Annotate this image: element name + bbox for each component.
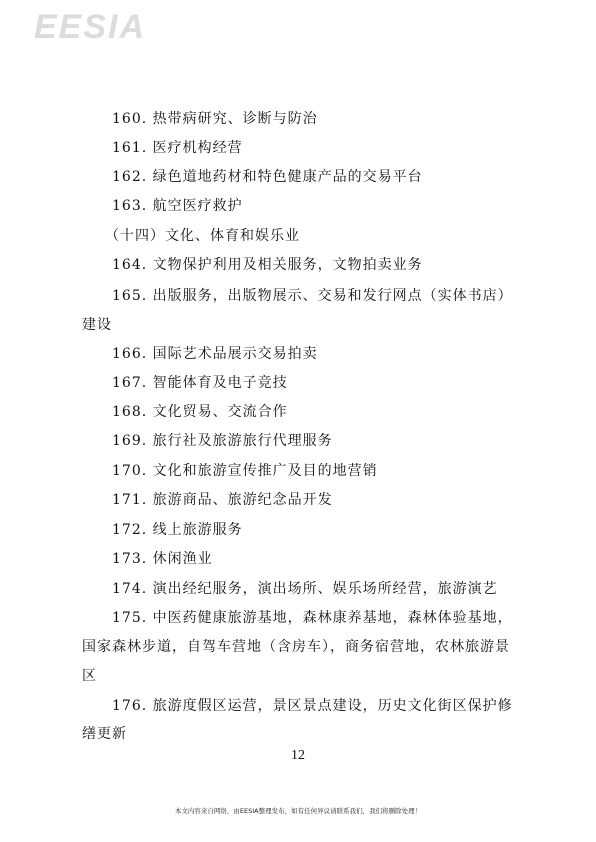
footer-notice: 本文内容来自网络，由EESIA整理发布，如有任何异议请联系我们，我们将删除处理！ bbox=[174, 807, 422, 815]
list-item-continuation: 区 bbox=[82, 668, 97, 684]
list-item: 163. 航空医疗救护 bbox=[112, 198, 243, 214]
list-item: 172. 线上旅游服务 bbox=[112, 522, 243, 538]
list-item: 162. 绿色道地药材和特色健康产品的交易平台 bbox=[112, 169, 423, 185]
list-item: 170. 文化和旅游宣传推广及目的地营销 bbox=[112, 463, 378, 479]
list-item: 173. 休闲渔业 bbox=[112, 551, 213, 567]
list-item: 171. 旅游商品、旅游纪念品开发 bbox=[112, 492, 333, 508]
list-item: 167. 智能体育及电子竞技 bbox=[112, 375, 288, 391]
list-item: 166. 国际艺术品展示交易拍卖 bbox=[112, 346, 318, 362]
list-item: 175. 中医药健康旅游基地，森林康养基地，森林体验基地， bbox=[112, 610, 513, 626]
list-item: 176. 旅游度假区运营，景区景点建设，历史文化街区保护修 bbox=[112, 698, 513, 714]
list-item-continuation: 缮更新 bbox=[82, 726, 127, 742]
list-item: 169. 旅行社及旅游旅行代理服务 bbox=[112, 433, 333, 449]
list-item-continuation: 国家森林步道，自驾车营地（含房车），商务宿营地，农林旅游景 bbox=[82, 639, 510, 655]
page-number: 12 bbox=[291, 748, 305, 763]
list-item: 164. 文物保护利用及相关服务，文物拍卖业务 bbox=[112, 257, 423, 273]
list-item: 160. 热带病研究、诊断与防治 bbox=[112, 111, 318, 127]
list-item: 168. 文化贸易、交流合作 bbox=[112, 404, 288, 420]
eesia-logo: EESIA bbox=[34, 8, 147, 46]
list-item: 161. 医疗机构经营 bbox=[112, 140, 243, 156]
list-item-continuation: 建设 bbox=[82, 317, 112, 333]
list-item: 165. 出版服务，出版物展示、交易和发行网点（实体书店） bbox=[112, 288, 513, 304]
section-heading: （十四）文化、体育和娱乐业 bbox=[105, 228, 300, 244]
list-item: 174. 演出经纪服务，演出场所、娱乐场所经营，旅游演艺 bbox=[112, 581, 498, 597]
